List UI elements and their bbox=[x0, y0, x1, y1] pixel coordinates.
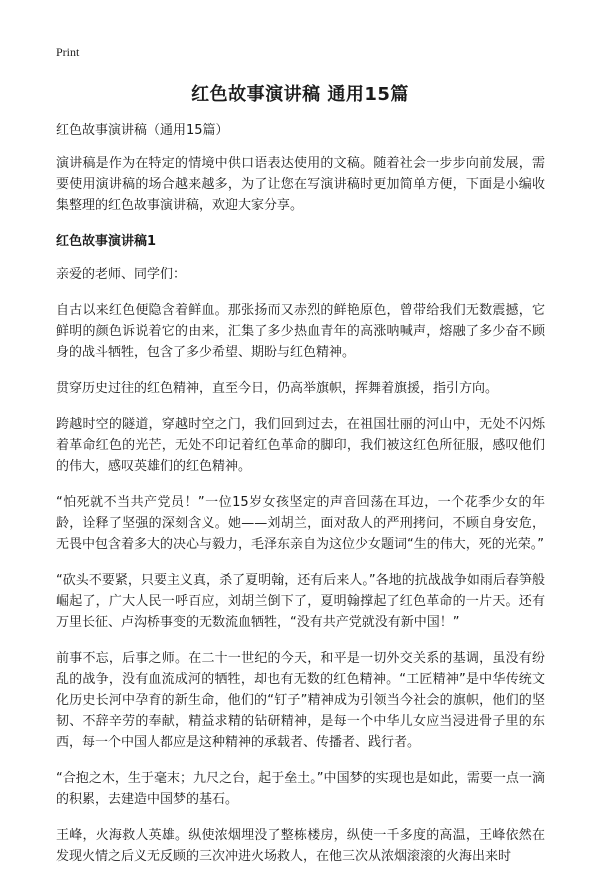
print-link[interactable]: Print bbox=[56, 45, 80, 59]
document-title: 红色故事演讲稿 通用15篇 bbox=[191, 84, 409, 105]
body-paragraph: “怕死就不当共产党员！”一位15岁女孩坚定的声音回荡在耳边，一个花季少女的年龄，诠释了坚强的深刻含义。她——刘胡兰，面对敌人的严刑拷问，不顾自身安危，无畏中包含着多大的决心与毅力，毛泽东亲自为这位少女题词“生的伟大，死的光荣。” bbox=[56, 495, 545, 552]
body-paragraph: “合抱之木，生于毫末；九尺之台，起于垒土。”中国梦的实现也是如此，需要一点一滴的积累，去建造中国梦的基石。 bbox=[56, 771, 545, 807]
body-paragraph: 前事不忘，后事之师。在二十一世纪的今天，和平是一切外交关系的基调，虽没有纷乱的战争，没有血流成河的牺牲，却也有无数的红色精神。“工匠精神”是中华传统文化历史长河中孕育的新生命，他们的“钉子”精神成为引领当今社会的旗帜，他们的坚韧、不辞辛劳的奉献，精益求精的钻研精神，是每一个中华儿女应当浸进骨子里的东西，每一个中国人都应是这种精神的承载者、传播者、践行者。 bbox=[56, 651, 545, 750]
document-subtitle: 红色故事演讲稿（通用15篇） bbox=[56, 123, 229, 138]
greeting: 亲爱的老师、同学们： bbox=[56, 267, 187, 282]
body-paragraph: 跨越时空的隧道，穿越时空之门，我们回到过去，在祖国壮丽的河山中，无处不闪烁着革命红色的光芒，无处不印记着红色革命的脚印，我们被这红色所征服，感叹他们的伟大，感叹英雄们的红色精神。 bbox=[56, 417, 545, 474]
body-paragraph: 贯穿历史过往的红色精神，直至今日，仍高举旗帜，挥舞着旗援，指引方向。 bbox=[56, 381, 499, 396]
body-paragraph: “砍头不要紧，只要主义真，杀了夏明翰，还有后来人。”各地的抗战战争如雨后春笋般崛起了，广大人民一呼百应，刘胡兰倒下了，夏明翰撑起了红色革命的一片天。还有万里长征、卢沟桥事变的无数流血牺牲，“没有共产党就没有新中国！” bbox=[56, 573, 545, 630]
body-paragraph: 王峰，火海救人英雄。纵使浓烟埋没了整栋楼房，纵使一千多度的高温，王峰依然在发现火情之后义无反顾的三次冲进火场救人，在他三次从浓烟滚滚的火海出来时 bbox=[56, 828, 545, 864]
section-heading: 红色故事演讲稿1 bbox=[56, 234, 157, 249]
body-paragraph: 自古以来红色便隐含着鲜血。那张扬而又赤烈的鲜艳原色，曾带给我们无数震撼，它鲜明的颜色诉说着它的由来，汇集了多少热血青年的高涨呐喊声，熔融了多少奋不顾身的战斗牺牲，包含了多少希望、期盼与红色精神。 bbox=[56, 303, 545, 360]
document-body bbox=[56, 120, 545, 882]
intro-paragraph: 演讲稿是作为在特定的情境中供口语表达使用的文稿。随着社会一步步向前发展，需要使用演讲稿的场合越来越多，为了让您在写演讲稿时更加简单方便，下面是小编收集整理的红色故事演讲稿，欢迎大家分享。 bbox=[56, 156, 545, 213]
